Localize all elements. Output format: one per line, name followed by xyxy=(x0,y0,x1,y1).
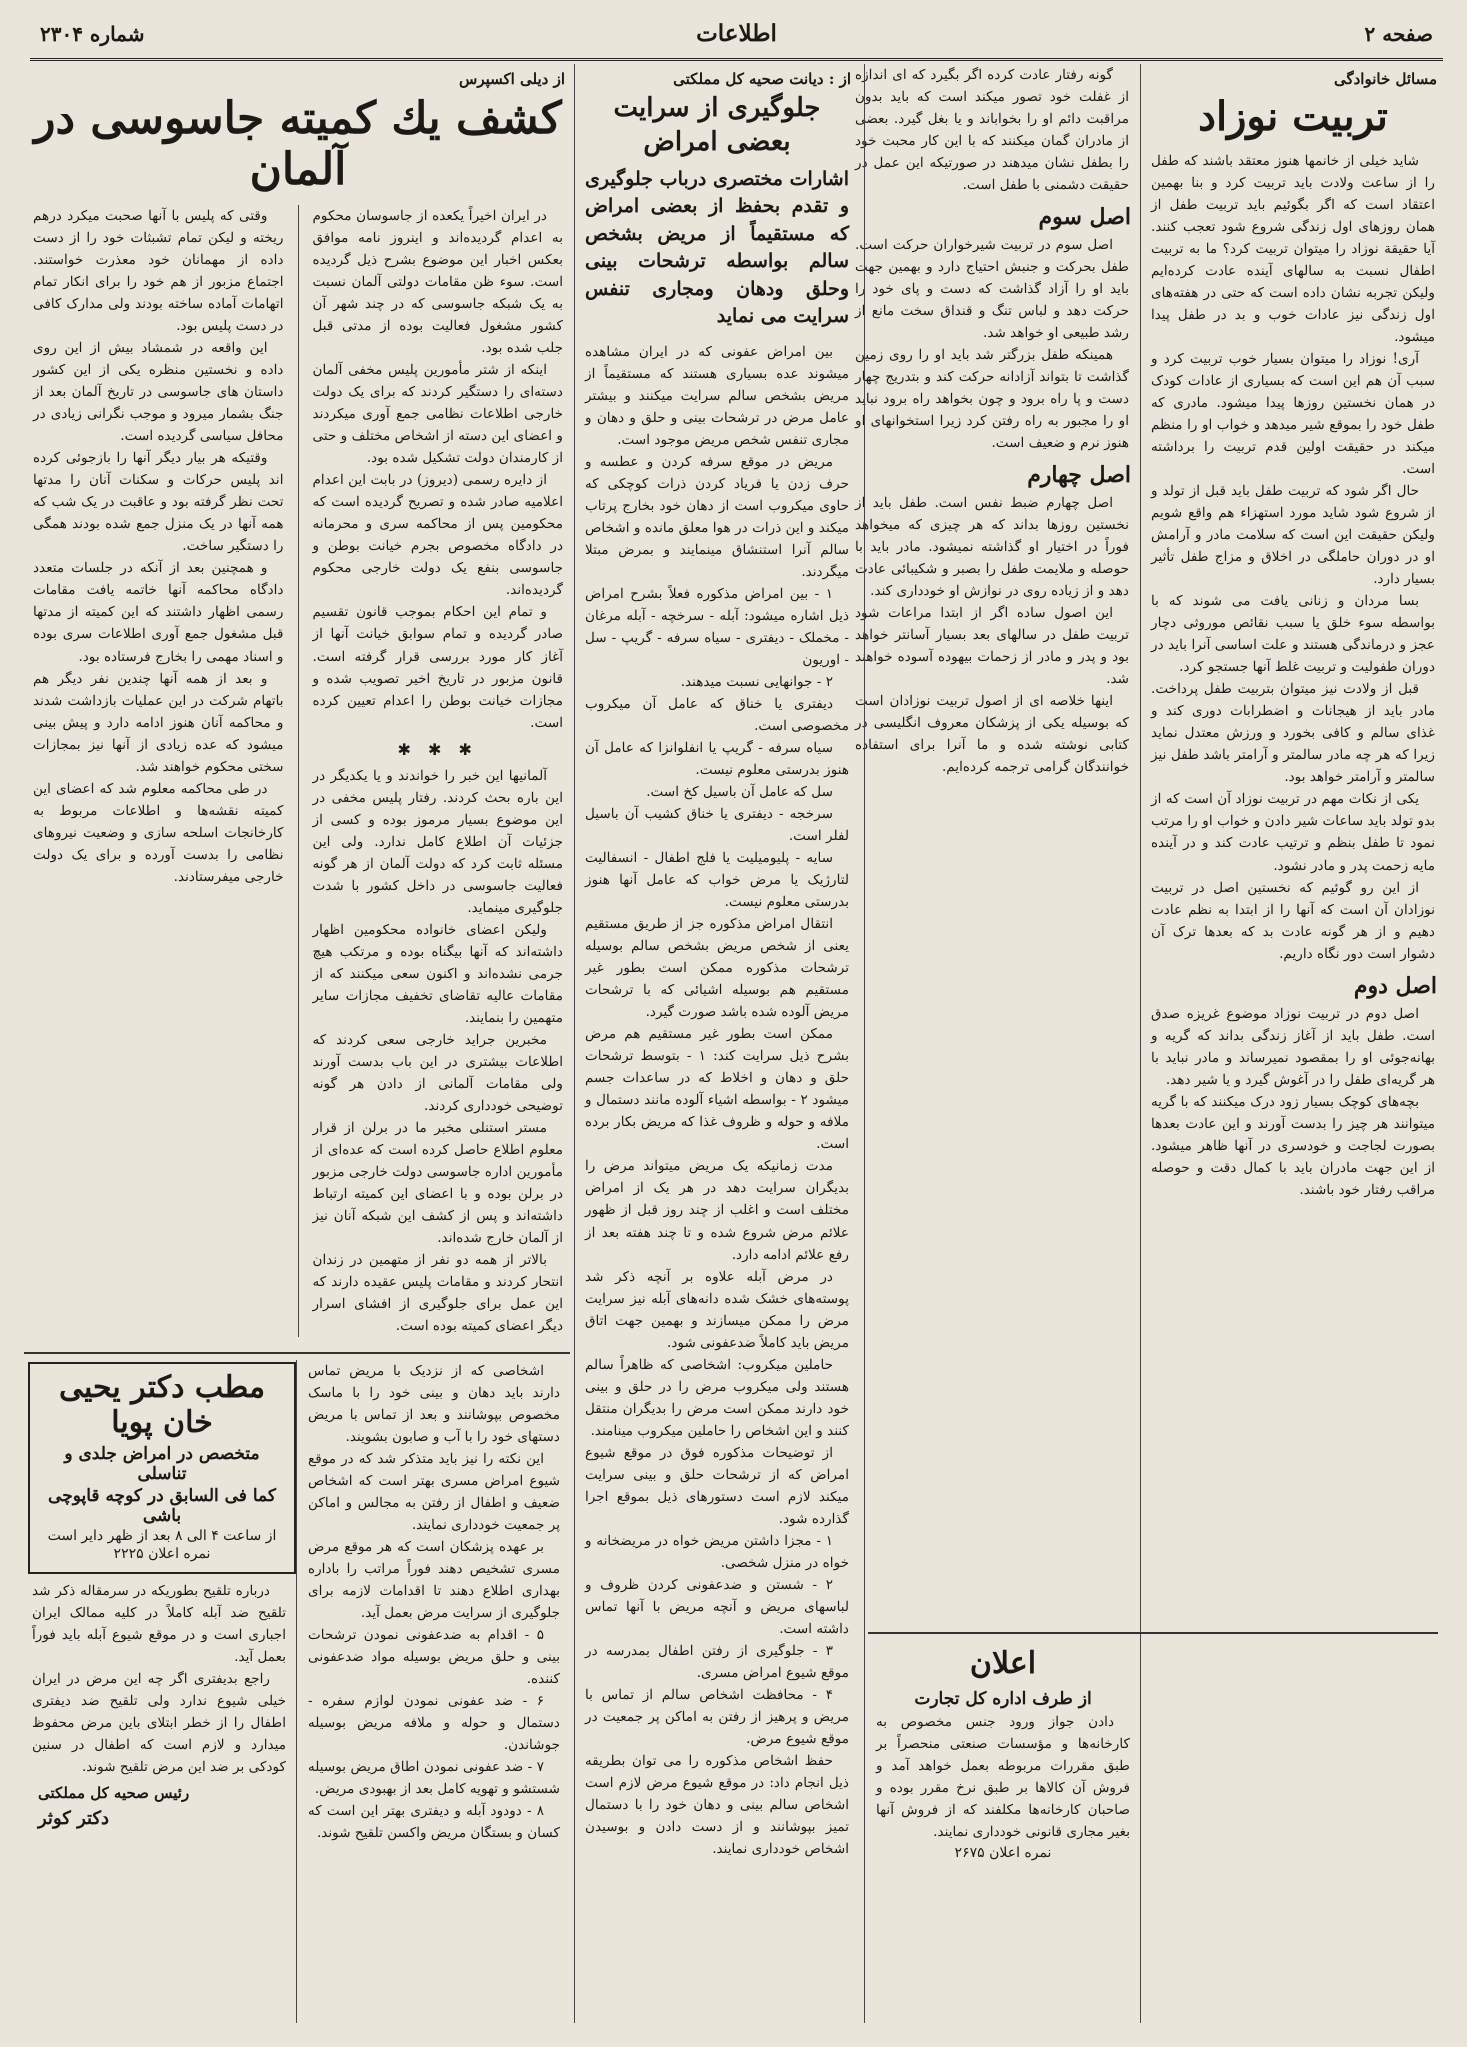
column-divider xyxy=(574,64,575,2023)
paragraph: و همچنین بعد از آنکه در جلسات متعدد دادگاه محاکمه آنها خاتمه یافت مقامات رسمی اظهار داشتند که این کمیته از مدتها قبل مشغول جمع آوری اطلاعات سری بوده و اسناد مهمی را بخارج فرستاده بود. xyxy=(33,560,284,665)
doctor-advertisement xyxy=(28,1362,296,1574)
paragraph: آری! نوزاد را میتوان بسیار خوب تربیت کرد و سبب آن هم این است که بسیاری از عادات کودک در همان نخستین روزها پیدا میشود. مادری که طفل خود را بموقع شیر میدهد و خواب او را منظم میکند در حقیقت اولین قدم تربیت را برداشته است. xyxy=(1151,351,1435,478)
paragraph: حفظ اشخاص مذکوره را می توان بطریقه ذیل انجام داد: در موقع شیوع مرض لازم است اشخاص سالم بینی و دهان خود را با دستمال تمیز بپوشانند و از دست دادن و بوسیدن اشخاص خودداری نمایند. xyxy=(585,1752,849,1857)
paragraph: در طی محاکمه معلوم شد که اعضای این کمیته نقشه‌ها و اطلاعات مربوط به کارخانجات اسلحه سازی و وضعیت نیروهای نظامی را بدست آورده و برای یک دولت خارجی میفرستادند. xyxy=(33,780,284,885)
notice-divider xyxy=(868,1632,1438,1634)
list-item: ۵ - اقدام به ضدعفونی نمودن ترشحات بینی و حلق مریض بوسیله مواد ضدعفونی کننده. xyxy=(308,1627,560,1688)
column-divider xyxy=(298,205,299,1337)
paragraph: اینها خلاصه ای از اصول تربیت نوزادان است که بوسیله یکی از پزشکان معروف انگلیسی در کتابی نوشته شده و ما آنرا برای استفاده خوانندگان گرامی ترجمه کرده‌ایم. xyxy=(855,693,1129,776)
paragraph: این نکته را نیز باید متذکر شد که در موقع شیوع امراض مسری بهتر است که اشخاص ضعیف و اطفال از رفتن به مجالس و اماکن پر جمعیت خودداری نمایند. xyxy=(308,1451,560,1534)
paragraph: شاید خیلی از خانمها هنوز معتقد باشند که طفل را از ساعت ولادت باید تربیت کرد و بنا بهمین اعتقاد است که اگر بگوئیم باید تربیت طفل از همان روزهای اول زندگی شروع شود تعجب کنند. آیا حقیقة نوزاد را میتوان تربیت کرد؟ ما به تربیت اطفال نسبت به سالهای آینده عادت کرده‌ایم ولیکن تجربه نشان داده است که حتی در هفته‌های اول زندگی نیز عادات خوب و بد در طفل پیدا میشود. xyxy=(1151,153,1435,346)
paragraph: اصل سوم در تربیت شیرخواران حرکت است. طفل بحرکت و جنبش احتیاج دارد و بهمین جهت باید او را آزاد گذاشت که دست و پای خود را حرکت دهد و لباس تنگ و قنداق سخت مانع از رشد طبیعی او خواهد شد. xyxy=(855,237,1129,342)
section-heading: اصل دوم xyxy=(1353,972,1437,999)
source-kicker: از : دیانت صحیه کل مملکتی xyxy=(673,70,851,88)
list-item: ۲ - جوانهایی نسبت میدهند. xyxy=(680,674,833,691)
list-item: ۳ - جلوگیری از رفتن اطفال بمدرسه در موقع شیوع امراض مسری. xyxy=(585,1642,849,1681)
paragraph: یکی از نکات مهم در تربیت نوزاد آن است که از بدو تولد باید ساعات شیر دادن و خواب او را مرتب نمود تا طفل بنظم و ترتیب عادت کند و در آینده مایه زحمت پدر و مادر نشود. xyxy=(1151,791,1435,874)
list-item: ۶ - ضد عفونی نمودن لوازم سفره - دستمال و حوله و ملافه مریض بوسیله جوشاندن. xyxy=(308,1693,560,1754)
section-divider xyxy=(24,1352,570,1354)
spy-columns xyxy=(25,205,571,1337)
spy-column-right xyxy=(305,205,572,1337)
paragraph: درباره تلقیح بطوریکه در سرمقاله ذکر شد تلقیح ضد آبله کاملاً در کلیه ممالک ایران اجباری است و در موقع شیوع آبله باید فوراً بعمل آید. xyxy=(32,1583,286,1666)
paragraph: وقتی که پلیس با آنها صحبت میکرد درهم ریخته و لیکن تمام تشبثات خود را از دست داده از مهمانان خود معذرت خواستند. اجتماع مزبور از هم خود را برای انکار تمام اتهامات آماده ساخته بودند ولی مدارک کافی در دست پلیس بود. xyxy=(33,208,284,335)
paragraph: اینکه از شتر مأمورین پلیس مخفی آلمان دسته‌ای را دستگیر کردند که برای یک دولت خارجی اطلاعات نظامی جمع آوری میکردند و اعضای این دسته از اشخاص مختلف و حتی از کارمندان دولت تشکیل شده بود. xyxy=(312,362,563,467)
list-item: ۲ - شستن و ضدعفونی کردن ظروف و لباسهای مریض و آنچه مریض با آنها تماس داشته است. xyxy=(585,1576,849,1637)
paragraph: این واقعه در شمشاد بیش از این روی داده و نخستین منظره یکی از این کشور داستان های جاسوسی در تاریخ آلمان بعد از جنگ بشمار میرود و موجب نگرانی زیادی در محافل سیاسی گردیده است. xyxy=(33,340,284,445)
paragraph: وقتیکه هر بیار دیگر آنها را بازجوئی کرده اند پلیس حرکات و سکنات آنان را مدتها تحت نظر گرفته بود و عاقبت در یک شب که همه آنها در یک منزل جمع شده بودند همگی را دستگیر ساخت. xyxy=(33,450,284,555)
paragraph: گونه رفتار عادت کرده اگر بگیرد که ای اندازه از غفلت خود تصور میکند است که باید بدون مراقبت دائم او را بخواباند و یا بغل گیرد. بعضی از مادران گمان میکنند که با این کار محبت خود را بطفل نشان میدهند در صورتیکه این عمل در حقیقت دشمنی با طفل است. xyxy=(855,67,1129,194)
paragraph: بچه‌های کوچک بسیار زود درک میکنند که با گریه میتوانند هر چیز را بدست آورند و این عادت بعدها بصورت لجاجت و خودسری در آنها ظاهر میشود. از این جهت مادران باید با کمال دقت و حوصله مراقب رفتار خود باشند. xyxy=(1151,1093,1435,1198)
list-item: ۱ - بین امراض مذکوره فعلاً بشرح امراض ذیل اشاره میشود: آبله - سرخچه - آبله مرغان - مخملک - دیفتری - سیاه سرفه - گریپ - سل - اوریون xyxy=(585,586,849,669)
source-kicker: از دیلی اکسپرس xyxy=(459,70,565,88)
article-title: تربیت نوزاد xyxy=(1198,93,1388,140)
page-header xyxy=(30,14,1443,61)
paragraph: در مرض آبله علاوه بر آنچه ذکر شد پوسته‌های خشک شده دانه‌های آبله نیز سرایت مرض را ممکن میسازند و بهمین جهت اتاق مریض باید کاملاً ضدعفونی شود. xyxy=(585,1268,849,1351)
column-divider xyxy=(1140,64,1141,2023)
notice-number: نمره اعلان ۲۶۷۵ xyxy=(954,1845,1052,1862)
list-item: ۴ - محافظت اشخاص سالم از تماس با مریض و پرهیز از رفتن به اماکن پر جمعیت در موقع شیوع مرض. xyxy=(585,1686,849,1747)
notice-title: اعلان xyxy=(969,1646,1037,1681)
paragraph: مخبرین جراید خارجی سعی کردند که اطلاعات بیشتری در این باب بدست آورند ولی مقامات آلمانی از دادن هر گونه توضیحی خودداری کردند. xyxy=(312,1031,563,1114)
paragraph: همینکه طفل بزرگتر شد باید او را روی زمین گذاشت تا بتواند آزادانه حرکت کند و بتدریج چهار دست و پا راه برود و چون بخواهد راه برود نباید او را مجبور به راه رفتن کرد زیرا استخوانهای او هنوز نرم و ضعیف است. xyxy=(855,347,1129,452)
article-title: کشف یك کمیته جاسوسی در آلمان xyxy=(34,93,562,195)
ad-hours: از ساعت ۴ الی ۸ بعد از ظهر دایر است xyxy=(47,1528,277,1544)
paragraph: بالاتر از همه دو نفر از متهمین در زندان انتحار کردند و مقامات پلیس عقیده دارند که این عمل برای جلوگیری از افشای اسرار دیگر اعضای کمیته بوده است. xyxy=(312,1251,563,1334)
paragraph: بین امراض عفونی که در ایران مشاهده میشوند عده بسیاری هستند که مستقیماً از مریض بشخص سالم سرایت میکنند و بیشتر عامل مرض در ترشحات بینی و حلق و دهان و مجاری تنفس شخص مریض موجود است. xyxy=(585,343,849,448)
paragraph: از این رو گوئیم که نخستین اصل در تربیت نوزادان آن است که آنها را از ابتدا به نظم عادت دهیم و از هر گونه عادت بد که بعدها ترک آن دشوار است دور نگاه داریم. xyxy=(1151,879,1435,962)
article-disease-continued xyxy=(300,1360,568,2023)
paragraph: و بعد از همه آنها چندین نفر دیگر هم باتهام شرکت در این عملیات بازداشت شدند و محاکمه آنان هنوز ادامه دارد و پیش بینی میشود که عده زیادی از آنها نیز بمجازات سختی محکوم خواهند شد. xyxy=(33,670,284,775)
notice-issuer: از طرف اداره کل تجارت xyxy=(914,1689,1092,1709)
article-spy-committee xyxy=(25,64,571,1347)
list-item: سرخجه - دیفتری یا خناق کشیب آن باسیل لفلر است. xyxy=(585,806,849,845)
list-item: ۸ - دودود آبله و دیفتری بهتر این است که کسان و بستگان مریض واکسن تلقیح شوند. xyxy=(308,1803,560,1842)
notice-text: دادن جواز ورود جنس مخصوص به کارخانه‌ها و مؤسسات صنعتی منحصراً بر طبق مقررات مربوطه بعمل خواهد آمد و فروش آن کالاها بر طبق نرخ مقرر بوده و صاحبان کارخانه‌ها مکلفند که از فروش آنها بغیر مجاری قانونی خودداری نمایند. xyxy=(876,1714,1130,1841)
list-item: سل که عامل آن باسیل کخ است. xyxy=(646,784,833,801)
paragraph: قبل از ولادت نیز میتوان بتربیت طفل پرداخت. مادر باید از هیجانات و اضطرابات دوری کند و غذای سالم و کافی بخورد و ورزش معتدل نماید زیرا که هر چه مادر سالمتر و آرامتر باشد طفل نیز سالمتر و آرامتر خواهد بود. xyxy=(1151,681,1435,786)
spy-column-left xyxy=(25,205,292,1337)
list-item: سایه - پلیومیلیت یا فلج اطفال - انسفالیت لتارژیک یا مرض خواب که عامل آنها هنوز بدرستی معلوم نیست. xyxy=(585,850,849,911)
column-divider xyxy=(296,1360,297,2023)
paragraph: این اصول ساده اگر از ابتدا مراعات شود تربیت طفل در سالهای بعد بسیار آسانتر خواهد بود و پدر و مادر از زحمات بیهوده آسوده خواهند شد. xyxy=(855,605,1129,688)
page-number: صفحه ۲ xyxy=(1364,22,1433,46)
paragraph: راجع بدیفتری اگر چه این مرض در ایران خیلی شیوع ندارد ولی تلقیح ضد دیفتری اطفال را از خطر ابتلای باین مرض محفوظ میدارد و لازم است که اطفال در سنین کودکی بر ضد این مرض تلقیح شوند. xyxy=(32,1671,286,1776)
ad-address: کما فی السابق در کوچه قاپوچی باشی xyxy=(48,1486,276,1526)
paragraph: مدت زمانیکه یک مریض میتواند مرض را بدیگران سرایت دهد در هر یک از امراض مختلف است و اغلب از چند روز قبل از ظهور علائم مرض شروع شده و تا چند هفته بعد از رفع علائم ادامه دارد. xyxy=(585,1158,849,1263)
paragraph: اشخاصی که از نزدیک با مریض تماس دارند باید دهان و بینی خود را با ماسک مخصوص بپوشانند و بعد از تماس با مریض دستهای خود را با آب و صابون بشویند. xyxy=(308,1363,560,1446)
article-disease-prevention xyxy=(577,64,857,2023)
paragraph: در ایران اخیراً یکعده از جاسوسان محکوم به اعدام گردیده‌اند و اینروز نامه موافق بعکس اخبار این موضوع بشرح ذیل گردیده است. سوء ظن مقامات دولتی آلمان نسبت به یک شبکه جاسوسی که در چند شهر آن کشور مشغول فعالیت بوده از مدتی قبل جلب شده بود. xyxy=(312,208,563,357)
list-item: دیفتری یا خناق که عامل آن میکروب مخصوصی است. xyxy=(585,696,849,735)
section-separator: ✱ ✱ ✱ xyxy=(397,739,478,759)
paragraph: ممکن است بطور غیر مستقیم هم مرض بشرح ذیل سرایت کند: ۱ - بتوسط ترشحات حلق و دهان و اخلاط که در ساعدات جسم میشود ۲ - بواسطه اشیاء آلوده مانند دستمال و ملافه و حوله و ظروف غذا که مریض بکار برده است. xyxy=(585,1026,849,1153)
signature-name: دکتر کوثر xyxy=(38,1808,110,1830)
section-heading: اصل سوم xyxy=(1038,204,1131,231)
paragraph: حال اگر شود که تربیت طفل باید قبل از تولد و از شروع شود شاید مورد استهزاء هم واقع شویم ولیکن حقیقت این است که سلامت مادر و آرامش او در دوران حاملگی در اخلاق و مزاج طفل تأثیر بسیار دارد. xyxy=(1151,483,1435,588)
paragraph: مستر استنلی مخبر ما در برلن از قرار معلوم اطلاع حاصل کرده است که عده‌ای از مأمورین اداره جاسوسی دولت خارجی مزبور در برلن بوده و با اعضای این کمیته ارتباط داشته‌اند و پس از کشف این شبکه آنان نیز از آلمان خارج شده‌اند. xyxy=(312,1119,563,1246)
ad-number: نمره اعلان ۲۲۲۵ xyxy=(113,1546,211,1562)
newspaper-name: اطلاعات xyxy=(696,20,777,47)
paragraph: از دایره رسمی (دیروز) در بابت این اعدام اعلامیه صادر شده و تصریح گردیده است که محکومین پس از محاکمه سری و محرمانه در دادگاه مخصوص بجرم خیانت بوطن و جاسوسی بنفع یک دولت خارجی محکوم گردیده‌اند. xyxy=(312,472,563,599)
paragraph: آلمانیها این خبر را خواندند و یا یکدیگر در این باره بحث کردند. رفتار پلیس مخفی در این موضوع بسیار مرموز بوده و کسی از جزئیات آن اطلاع کامل ندارد. ولی این مسئله ثابت کرد که دولت آلمان از هر گونه فعالیت جاسوسی در داخل کشور با شدت جلوگیری مینماید. xyxy=(312,767,563,916)
paragraph: حاملین میکروب: اشخاصی که ظاهراً سالم هستند ولی میکروب مرض را در حلق و بینی خود دارند ممکن است مرض را بدیگران منتقل کنند و این اشخاص را حاملین میکروب مینامند. xyxy=(585,1356,849,1439)
paragraph: از توضیحات مذکوره فوق در موقع شیوع امراض که از ترشحات حلق و بینی سرایت میکند لازم است دستورهای ذیل بموقع اجرا گذارده شود. xyxy=(585,1444,849,1527)
list-item: ۷ - ضد عفونی نمودن اطاق مریض بوسیله شستشو و تهویه کامل بعد از بهبودی مریض. xyxy=(308,1759,560,1798)
section-heading: اصل چهارم xyxy=(1027,462,1131,489)
ad-title: مطب دکتر یحیی خان پویا xyxy=(58,1370,266,1440)
paragraph: اصل دوم در تربیت نوزاد موضوع غریزه صدق است. طفل باید از آغاز زندگی بداند که گریه و بهانه‌جوئی او را بمقصود نمیرساند و مادر نباید با هر گریه‌ای طفل را در آغوش گیرد و یا شیر دهد. xyxy=(1151,1005,1435,1088)
article-newborn-training xyxy=(1143,64,1443,2023)
paragraph: انتقال امراض مذکوره جز از طریق مستقیم یعنی از شخص مریض بشخص سالم بوسیله ترشحات مذکوره ممکن است بطور غیر مستقیم هم بوسیله اشیائی که با ترشحات مریض آلوده شده باشد صورت گیرد. xyxy=(585,916,849,1021)
ad-specialty: متخصص در امراض جلدی و تناسلی xyxy=(64,1444,260,1484)
paragraph: بر عهده پزشکان است که هر موقع مرض مسری تشخیص دهند فوراً مراتب را باداره بهداری اطلاع دهند تا اقدامات لازمه برای جلوگیری از سرایت مرض بعمل آید. xyxy=(308,1539,560,1622)
list-item: سیاه سرفه - گریپ یا انفلوانزا که عامل آن هنوز بدرستی معلوم نیست. xyxy=(585,740,849,779)
paragraph: مریض در موقع سرفه کردن و عطسه و حرف زدن یا فریاد کردن ذرات کوچکی که حاوی میکروب است از دهان خود بخارج پرتاب میکند و این ذرات در هوا معلق مانده و اشخاص سالم آنرا استنشاق مینمایند و بمرض مبتلا میگردند. xyxy=(585,453,849,581)
list-item: ۱ - مجزا داشتن مریض خواه در مریضخانه و خواه در منزل شخصی. xyxy=(585,1532,849,1571)
issue-number: شماره ۲۳۰۴ xyxy=(40,22,145,46)
paragraph: اصل چهارم ضبط نفس است. طفل باید از نخستین روزها بداند که هر چیزی که میخواهد فوراً در اختیار او گذاشته نمیشود. مادر باید با حوصله و ملایمت طفل را بصبر و شکیبائی عادت دهد و از زیاده روی در نوازش او خودداری کند. xyxy=(855,495,1129,600)
paragraph: بسا مردان و زنانی یافت می شوند که با بواسطه سوء خلق یا سبب نقائص موروثی دچار عجز و درماندگی هستند و علت اساسی آنرا باید در دوران طفولیت و تربیت غلط آنها جستجو کرد. xyxy=(1151,593,1435,676)
section-kicker: مسائل خانوادگی xyxy=(1333,70,1437,88)
article-subtitle: اشارات مختصری درباب جلوگیری و تقدم بحفظ از بعضی امراض که مستقیماً از مریض بشخص سالم بواسطه ترشحات بینی وحلق ودهان ومجاری تنفس سرایت می نماید xyxy=(585,167,849,328)
article-vaccination xyxy=(24,1580,294,2023)
column-divider xyxy=(864,64,865,2023)
signature-title: رئیس صحیه کل مملکتی xyxy=(38,1784,190,1803)
notice-block xyxy=(868,1640,1138,2020)
article-newborn-continued xyxy=(847,64,1137,1627)
paragraph: ولیکن اعضای خانواده محکومین اظهار داشته‌اند که آنها بیگناه بوده و مرتکب هیچ جرمی نشده‌اند و اکنون سعی میکنند که از مقامات عالیه تقاضای تخفیف مجازات سایر متهمین را بنمایند. xyxy=(312,921,563,1026)
paragraph: و تمام این احکام بموجب قانون تقسیم صادر گردیده و تمام سوابق خیانت آنها از آغاز کار مورد بررسی قرار گرفته است. قانون مزبور در تاریخ اخیر تصویب شده و مجازات خیانت بوطن را اعدام تعیین کرده است. xyxy=(312,604,563,731)
article-title: جلوگیری از سرایت بعضی امراض xyxy=(613,93,821,157)
